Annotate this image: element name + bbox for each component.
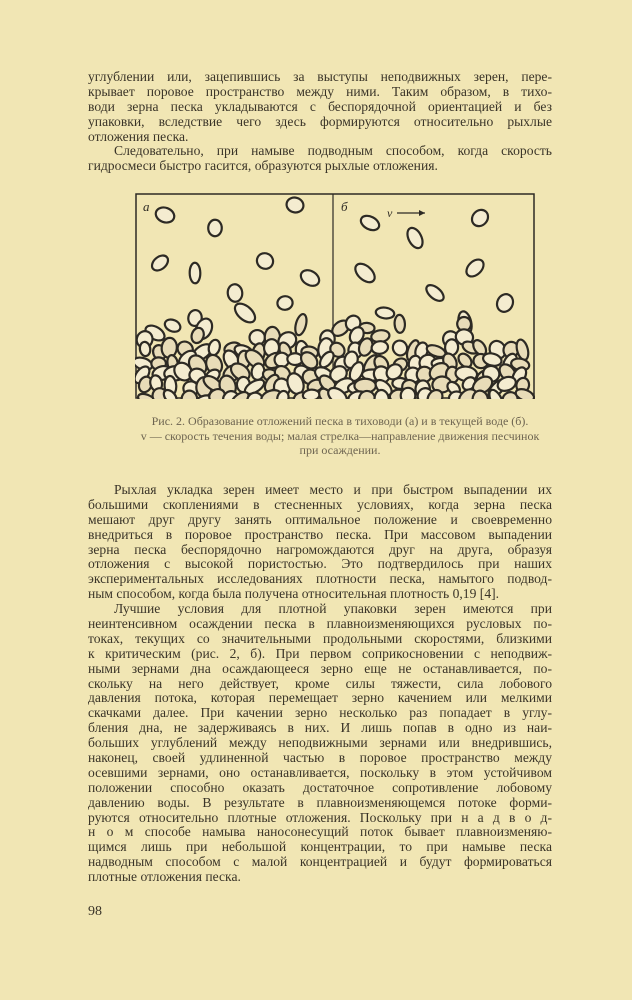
sand-grain <box>401 388 416 399</box>
text-line: Лучшие условия для плотной упаковки зерен имеются при <box>114 601 552 617</box>
text-line: большими скоплениями в стесненных условиях, когда зерна песка <box>88 496 552 512</box>
caption-legend: v — скорость течения воды; малая стрелка—направление движения песчинок при осаждении. <box>140 429 540 457</box>
sand-grain <box>352 260 378 286</box>
sand-grain <box>149 252 171 273</box>
text-line: надводным способом с малой концентрацией и будут формироваться <box>88 854 552 870</box>
text-line: зерна песка беспорядочно нагромождаются друг на друга, образуя <box>88 541 552 557</box>
text-line: ным способом, когда была получена относительная плотность 0,19 [4]. <box>88 586 500 602</box>
text-line: Рыхлая укладка зерен имеет место и при быстром выпадении их <box>114 482 552 497</box>
sand-grain <box>375 306 395 319</box>
text-line: упаковки, вследствие чего здесь формируются относительно рыхлые <box>88 113 552 129</box>
text-line: руются относительно плотные отложения. Поскольку при н а д в о д- <box>88 809 552 825</box>
text-line: неинтенсивном осаждении песка в плавноизменяющихся русловых по- <box>88 616 552 632</box>
sand-grain <box>254 250 276 271</box>
page-number: 98 <box>88 904 102 919</box>
text-line: води зерна песка укладываются с беспорядочной ориентацией и без <box>88 98 552 114</box>
sand-grain <box>494 291 516 314</box>
text-line: давления потока, которая перемещает зерно качением или мелкими <box>88 690 552 706</box>
sand-grain <box>371 340 389 355</box>
caption-title: Рис. 2. Образование отложений песка в тиховоди (а) и в текущей воде (б). <box>151 414 529 428</box>
text-line: положении способно оказать достаточное сопротивление лобовому <box>88 779 552 795</box>
velocity-arrow <box>397 210 425 216</box>
top-text-block <box>88 70 552 174</box>
sand-grain <box>298 267 322 289</box>
text-line: мешают друг другу занять оптимальное положение и своевременно <box>88 511 552 527</box>
text-line: отложения песка. <box>88 128 189 144</box>
sand-grain <box>154 205 177 225</box>
text-line: отложения с высокой пористостью. Это подтвердилось при наших <box>88 556 552 572</box>
sand-grain <box>293 313 308 337</box>
text-line: щимся лишь при небольшой концентрации, то при намыве песка <box>88 839 552 855</box>
body-text-block <box>88 483 552 885</box>
text-line: скачками далее. При качении зерно несколько раз попадает в углу- <box>88 705 552 721</box>
sand-grain <box>190 263 201 284</box>
sand-grain <box>463 256 487 279</box>
text-line: ными зернами дна осаждающееся зерно еще не останавливается, по- <box>88 660 552 676</box>
sand-grain <box>424 282 447 304</box>
text-line: скольку на него действует, кроме силы тяжести, сила лобового <box>88 675 552 691</box>
sand-grain <box>404 225 425 250</box>
text-line: наконец, своей удлиненной частью в поровое пространство между <box>88 750 552 766</box>
text-line: внедриться в поровое пространство песка. При массовом выпадении <box>88 526 552 542</box>
text-line: н о м способе намыва наносонесущий поток бывает плавноизменяю- <box>88 824 552 840</box>
text-line: гидросмеси быстро гасится, образуются рыхлые отложения. <box>88 158 438 174</box>
text-line: к критическим (рис. 2, б). При первом соприкосновении с неподвиж- <box>88 645 552 661</box>
text-line: углублении или, зацепившись за выступы неподвижных зерен, пере- <box>88 69 552 84</box>
sand-grain <box>139 341 151 357</box>
text-line: экспериментальных исследованиях плотности песка, намытого подвод- <box>88 571 552 587</box>
sand-grain <box>469 207 492 230</box>
sand-grain <box>277 295 294 311</box>
sand-grain <box>285 196 305 215</box>
velocity-label: v <box>387 206 393 220</box>
sand-grain <box>227 284 243 303</box>
sand-grain <box>358 213 381 233</box>
figure-sand-deposition <box>135 193 535 399</box>
text-line: бления дна, не задерживаясь в них. И лишь попав в одно из наи- <box>88 720 552 736</box>
sand-grain <box>163 317 182 334</box>
sand-grain <box>208 220 222 237</box>
text-line: больших углублений между неподвижными зернами или внедрившись, <box>88 735 552 751</box>
text-line: плотные отложения песка. <box>88 869 241 885</box>
text-line: осевшими зернами, оно останавливается, поскольку в этом устойчивом <box>88 764 552 780</box>
text-line: Следовательно, при намыве подводным способом, когда скорость <box>114 143 552 159</box>
text-line: давлению воды. В результате в плавноизменяющемся потоке форми- <box>88 794 552 810</box>
sand-grain <box>232 300 259 326</box>
sand-grain <box>394 315 405 333</box>
text-line: токах, текущих со значительными продольными скоростями, близкими <box>88 630 552 646</box>
panel-a-label: а <box>143 199 150 214</box>
text-line: крывает поровое пространство между ними. Таким образом, в тихо- <box>88 83 552 99</box>
sand-grain <box>302 389 320 399</box>
panel-b-label: б <box>341 199 348 214</box>
sand-grain <box>207 339 221 357</box>
figure-caption <box>140 414 540 457</box>
